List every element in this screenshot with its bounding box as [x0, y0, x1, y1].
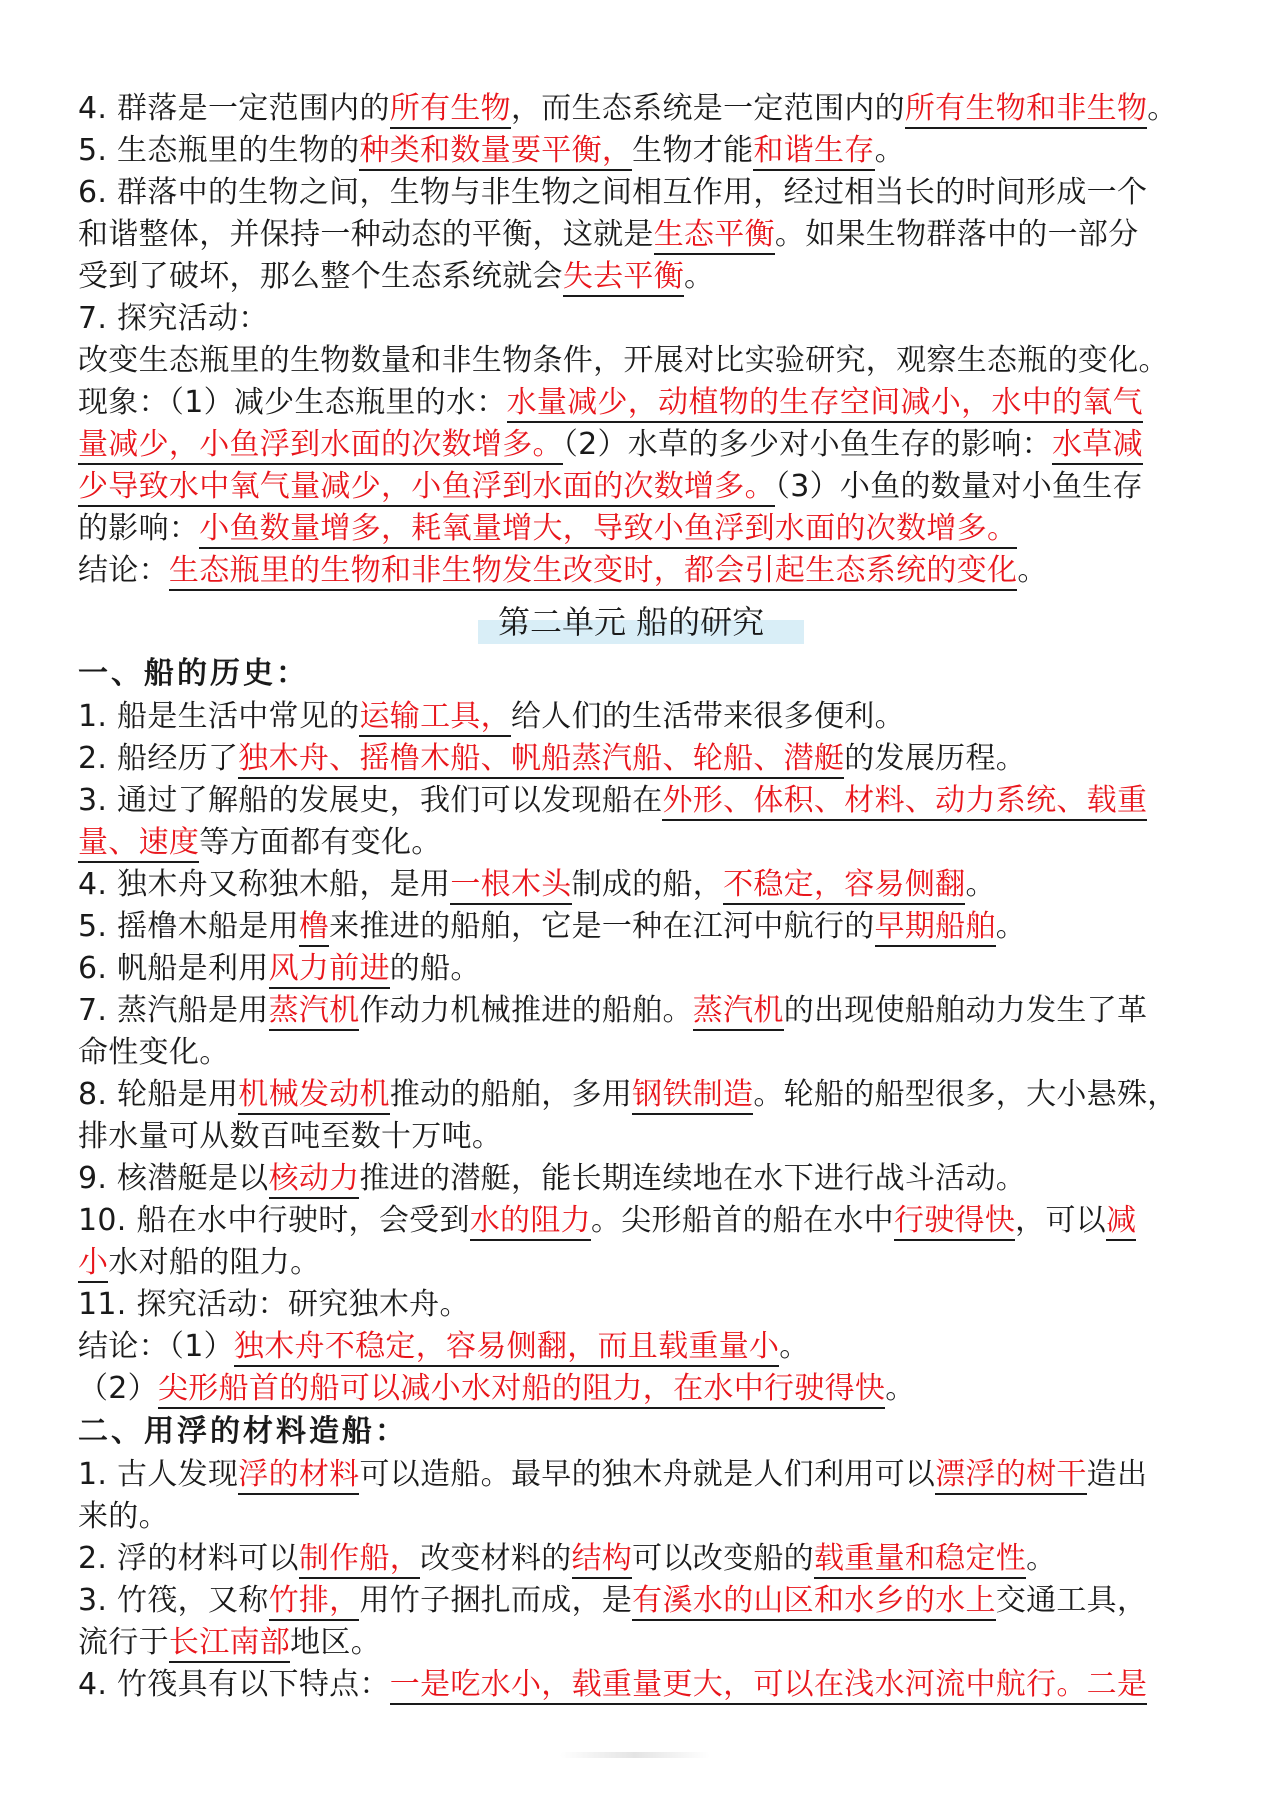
answer-text: 种类和数量要平衡， — [359, 133, 632, 171]
text-line — [78, 1200, 1210, 1242]
text-line — [78, 696, 1210, 738]
body-text: 流行于 — [78, 1625, 169, 1660]
text-line — [78, 298, 1210, 340]
answer-text: 长江南部 — [169, 1625, 290, 1663]
answer-text: 和谐生存 — [753, 133, 874, 171]
body-text: 来推进的船舶，它是一种在江河中航行的 — [329, 909, 875, 944]
unit-title-row — [78, 596, 1210, 648]
answer-text: 小 — [78, 1245, 108, 1283]
body-text: 5. 摇橹木船是用 — [78, 909, 299, 944]
body-text: 的船。 — [389, 951, 481, 986]
answer-text: 水草减 — [1052, 427, 1143, 465]
body-text: 和谐整体，并保持一种动态的平衡，这就是 — [78, 217, 654, 252]
body-text: 。尖形船首的船在水中 — [590, 1203, 894, 1238]
answer-text: 水的阻力 — [470, 1203, 591, 1241]
text-line — [78, 1496, 1210, 1538]
body-text: 。 — [779, 1329, 810, 1364]
body-text: 排水量可从数百吨至数十万吨。 — [78, 1119, 503, 1154]
body-text: 4. 独木舟又称独木船，是用 — [78, 867, 451, 902]
body-text: 用竹子捆扎而成，是 — [359, 1583, 633, 1618]
text-line — [78, 906, 1210, 948]
answer-text: 制作船， — [299, 1541, 420, 1579]
answer-text: 外形、体积、材料、动力系统、载重 — [662, 783, 1147, 821]
body-text: 。如果生物群落中的一部分 — [774, 217, 1139, 252]
answer-text: 水量减少，动植物的生存空间减小，水中的氧气 — [507, 385, 1143, 423]
body-text: 6. 群落中的生物之间，生物与非生物之间相互作用，经过相当长的时间形成一个 — [78, 175, 1148, 210]
answer-text: 运输工具， — [359, 699, 511, 737]
answer-text: 一是吃水小，载重量更大，可以在浅水河流中航行。二是 — [390, 1667, 1148, 1705]
body-text: 。 — [1026, 1541, 1057, 1576]
text-line — [78, 340, 1210, 382]
answer-text: 风力前进 — [269, 951, 390, 989]
body-text: （3）小鱼的数量对小鱼生存 — [774, 469, 1143, 504]
answer-text: 浮的材料 — [238, 1457, 359, 1495]
text-line — [78, 466, 1210, 508]
section-heading-floating-materials: 二、用浮的材料造船： — [78, 1414, 408, 1449]
text-line — [78, 1454, 1210, 1496]
body-text: 。 — [1017, 553, 1048, 588]
answer-text: 所有生物 — [390, 91, 511, 129]
body-text: 结论： — [78, 553, 169, 588]
body-text: 结论：（1） — [78, 1329, 234, 1364]
body-text: 制成的船， — [571, 867, 724, 902]
answer-text: 生态平衡 — [654, 217, 775, 255]
body-text: 。 — [995, 909, 1027, 944]
body-text: 。 — [874, 133, 905, 168]
body-text: 可以改变船的 — [632, 1541, 814, 1576]
body-text: 。 — [885, 1371, 916, 1406]
text-line — [78, 88, 1210, 130]
body-text: ，可以 — [1015, 1203, 1107, 1238]
body-text: 的影响： — [78, 511, 200, 546]
body-text: 4. 群落是一定范围内的 — [78, 91, 390, 126]
body-text: 。 — [965, 867, 996, 902]
answer-text: 不稳定，容易侧翻 — [723, 867, 965, 905]
answer-text: 独木舟、摇橹木船、帆船蒸汽船、轮船、潜艇 — [238, 741, 844, 779]
text-line — [78, 864, 1210, 906]
body-text: 3. 竹筏，又称 — [78, 1583, 269, 1618]
text-line — [78, 1622, 1210, 1664]
ecosystem-section — [78, 88, 1210, 592]
text-line — [78, 1074, 1210, 1116]
text-line — [78, 1116, 1210, 1158]
text-line — [78, 1158, 1210, 1200]
section-heading-ship-history: 一、船的历史： — [78, 656, 309, 691]
text-line — [78, 130, 1210, 172]
text-line — [78, 508, 1210, 550]
answer-text: 漂浮的树干 — [935, 1457, 1087, 1495]
body-text: 2. 浮的材料可以 — [78, 1541, 299, 1576]
body-text: 的出现使船舶动力发生了革 — [783, 993, 1148, 1028]
ship-history-section — [78, 696, 1210, 1410]
text-line — [78, 1538, 1210, 1580]
body-text: （2）水草的多少对小鱼生存的影响： — [562, 427, 1052, 462]
text-line — [78, 738, 1210, 780]
text-line — [78, 948, 1210, 990]
body-text: 。 — [1147, 91, 1178, 126]
page-footer-divider — [560, 1752, 710, 1758]
body-text: 6. 帆船是利用 — [78, 951, 269, 986]
text-line — [78, 1368, 1210, 1410]
text-line — [78, 382, 1210, 424]
answer-text: 核动力 — [269, 1161, 360, 1199]
answer-text: 量、速度 — [78, 825, 199, 863]
answer-text: 减 — [1106, 1203, 1136, 1241]
text-line — [78, 822, 1210, 864]
body-text: 。轮船的船型很多，大小悬殊， — [753, 1077, 1178, 1112]
answer-text: 橹 — [299, 909, 329, 947]
body-text: 改变材料的 — [420, 1541, 572, 1576]
body-text: 10. 船在水中行驶时，会受到 — [78, 1203, 470, 1238]
answer-text: 机械发动机 — [238, 1077, 390, 1115]
body-text: 来的。 — [78, 1499, 169, 1534]
answer-text: 生态瓶里的生物和非生物发生改变时，都会引起生态系统的变化 — [169, 553, 1017, 591]
body-text: 交通工具， — [995, 1583, 1148, 1618]
body-text: 命性变化。 — [78, 1035, 230, 1070]
answer-text: 早期船舶 — [875, 909, 996, 947]
text-line — [78, 1284, 1210, 1326]
body-text: 2. 船经历了 — [78, 741, 239, 776]
text-line — [78, 172, 1210, 214]
text-line — [78, 214, 1210, 256]
body-text: 11. 探究活动：研究独木舟。 — [78, 1287, 470, 1322]
body-text: 8. 轮船是用 — [78, 1077, 239, 1112]
text-line — [78, 780, 1210, 822]
body-text: ，而生态系统是一定范围内的 — [510, 91, 905, 126]
answer-text: 失去平衡 — [563, 259, 684, 297]
body-text: （2） — [78, 1371, 158, 1406]
answer-text: 独木舟不稳定，容易侧翻，而且载重量小 — [234, 1329, 779, 1367]
answer-text: 蒸汽机 — [693, 993, 784, 1031]
text-line — [78, 1032, 1210, 1074]
body-text: 5. 生态瓶里的生物的 — [78, 133, 360, 168]
body-text: 改变生态瓶里的生物数量和非生物条件，开展对比实验研究，观察生态瓶的变化。 — [78, 343, 1169, 378]
body-text: 4. 竹筏具有以下特点： — [78, 1667, 390, 1702]
body-text: 现象：（1）减少生态瓶里的水： — [78, 385, 507, 420]
answer-text: 一根木头 — [450, 867, 571, 905]
answer-text: 钢铁制造 — [632, 1077, 753, 1115]
body-text: 生物才能 — [632, 133, 754, 168]
floating-materials-section — [78, 1454, 1210, 1706]
body-text: 1. 船是生活中常见的 — [78, 699, 360, 734]
body-text: 。 — [684, 259, 715, 294]
answer-text: 竹排， — [269, 1583, 360, 1621]
text-line — [78, 1664, 1210, 1706]
text-line — [78, 256, 1210, 298]
answer-text: 有溪水的山区和水乡的水上 — [632, 1583, 996, 1621]
answer-text: 载重量和稳定性 — [814, 1541, 1026, 1579]
body-text: 3. 通过了解船的发展史，我们可以发现船在 — [78, 783, 663, 818]
body-text: 7. 蒸汽船是用 — [78, 993, 269, 1028]
body-text: 作动力机械推进的船舶。 — [359, 993, 693, 1028]
answer-text: 结构 — [572, 1541, 633, 1579]
answer-text: 少导致水中氧气量减少，小鱼浮到水面的次数增多。 — [78, 469, 775, 507]
body-text: 9. 核潜艇是以 — [78, 1161, 269, 1196]
answer-text: 蒸汽机 — [269, 993, 360, 1031]
body-text: 地区。 — [290, 1625, 382, 1660]
body-text: 1. 古人发现 — [78, 1457, 239, 1492]
body-text: 水对船的阻力。 — [108, 1245, 321, 1280]
answer-text: 所有生物和非生物 — [905, 91, 1147, 129]
text-line — [78, 1326, 1210, 1368]
body-text: 给人们的生活带来很多便利。 — [510, 699, 905, 734]
text-line — [78, 990, 1210, 1032]
answer-text: 量减少，小鱼浮到水面的次数增多。 — [78, 427, 563, 465]
text-line — [78, 550, 1210, 592]
answer-text: 小鱼数量增多，耗氧量增大，导致小鱼浮到水面的次数增多。 — [199, 511, 1017, 549]
body-text: 造出 — [1086, 1457, 1148, 1492]
text-line — [78, 1580, 1210, 1622]
answer-text: 行驶得快 — [894, 1203, 1015, 1241]
text-line — [78, 424, 1210, 466]
text-line — [78, 1242, 1210, 1284]
body-text: 推动的船舶，多用 — [389, 1077, 633, 1112]
body-text: 等方面都有变化。 — [199, 825, 442, 860]
body-text: 的发展历程。 — [844, 741, 1027, 776]
body-text: 可以造船。最早的独木舟就是人们利用可以 — [359, 1457, 936, 1492]
body-text: 7. 探究活动： — [78, 301, 269, 336]
body-text: 推进的潜艇，能长期连续地在水下进行战斗活动。 — [359, 1161, 1027, 1196]
body-text: 受到了破坏，那么整个生态系统就会 — [78, 259, 563, 294]
unit-title: 第二单元 船的研究 — [478, 600, 804, 644]
answer-text: 尖形船首的船可以减小水对船的阻力，在水中行驶得快 — [158, 1371, 885, 1409]
